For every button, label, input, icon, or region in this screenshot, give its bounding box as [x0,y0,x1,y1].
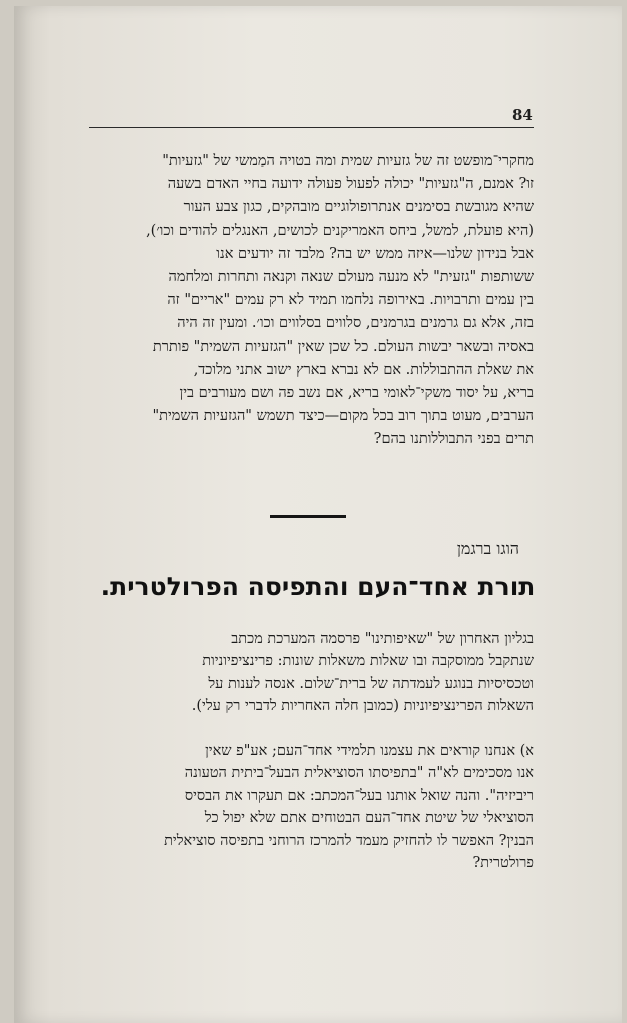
text-line: אבל בנידון שלנו—איזה ממש יש בה? מלבד זה יודעים אנו [216,245,534,262]
header-rule [89,127,534,128]
text-line: (היא פועלת, למשל, ביחס האמריקנים לכושים, האנגלים להודים וכו׳), [146,222,534,239]
text-line: ששותפות "גזעית" לא מנעה מעולם שנאה וקנאה ותחרות ומלחמה [168,269,534,286]
article-title: תורת אחד־העם והתפיסה הפרולטרית. [100,572,536,601]
paragraph-point-a [90,740,534,874]
text-line: בין עמים ותרבויות. באירופה נלחמו תמיד לא רק עמים "אריים" זה [167,292,534,309]
text-line: תרים בפני התבוללותנו בהם? [373,431,534,448]
text-line: הסוציאלי של שיטת אחד־העם הבטוחים אתם שלא יפול כל [204,810,534,827]
text-line: אנו מסכימים לא"ה "בתפיסתו הסוציאלית הבעל־ביתית הטעונה [184,765,534,782]
paragraph-intro [90,628,534,718]
text-line: וטכסיסיות בנוגע לעמדתה של ברית־שלום. אנסה לענות על [208,675,534,692]
text-line: בגליון האחרון של "שאיפותינו" פרסמה המערכת מכתב [231,631,534,647]
text-line: ריביזיה". והנה שואל אותנו בעל־המכתב: אם תעקרו את הבסיס [184,787,534,804]
author-signature: הוגו ברגמן [456,539,519,558]
book-page [14,6,622,1023]
text-line: באסיה ובשאר יבשות העולם. כל שכן שאין "הגזעיות השמית" פותרת [152,338,534,355]
text-line: השאלות הפרינציפיוניות (כמובן חלה האחריות לדברי רק עלי). [191,698,534,715]
text-line: את שאלת ההתבוללות. אם לא נברא בארץ ישוב אתני מלוכד, [193,361,534,378]
page-number: 84 [512,106,533,124]
text-line: שהיא מגובשת בסימנים אנתרופולוגיים מובהקים, כגון צבע העור [183,199,534,216]
text-line: פרולטרית? [472,855,534,872]
text-line: בזה, אלא גם גרמנים בגרמנים, סלווים בסלווים וכו׳. ומעין זה היה [177,315,534,332]
text-line: שנתקבל ממוסקבה ובו שאלות משאלות שונות: פרינציפיוניות [202,653,534,670]
text-line: א) אנחנו קוראים את עצמנו תלמידי אחד־העם; אע"פ שאין [205,743,534,759]
text-line: מחקרי־מופשט זה של גזעיות שמית ומה בטויה המַמשי של "גזעיות" [162,153,534,169]
text-line: זו? אמנם, ה"גזעיות" יכולה לפעול פעולה ידועה בחיי האדם בשעה [167,176,534,193]
text-line: הבנין? האפשר לו להחזיק מעמד להמרכז הרוחני בתפיסה סוציאלית [164,832,534,849]
section-divider [270,515,346,518]
text-line: הערבים, מעוט בתוך רוב בכל מקום—כיצד תשמש "הגזעיות השמית" [152,408,534,425]
text-line: בריא, על יסוד משקי־לאומי בריא, אם נשב פה ושם מעורבים בין [179,385,534,402]
paragraph-essay-end [90,150,534,452]
